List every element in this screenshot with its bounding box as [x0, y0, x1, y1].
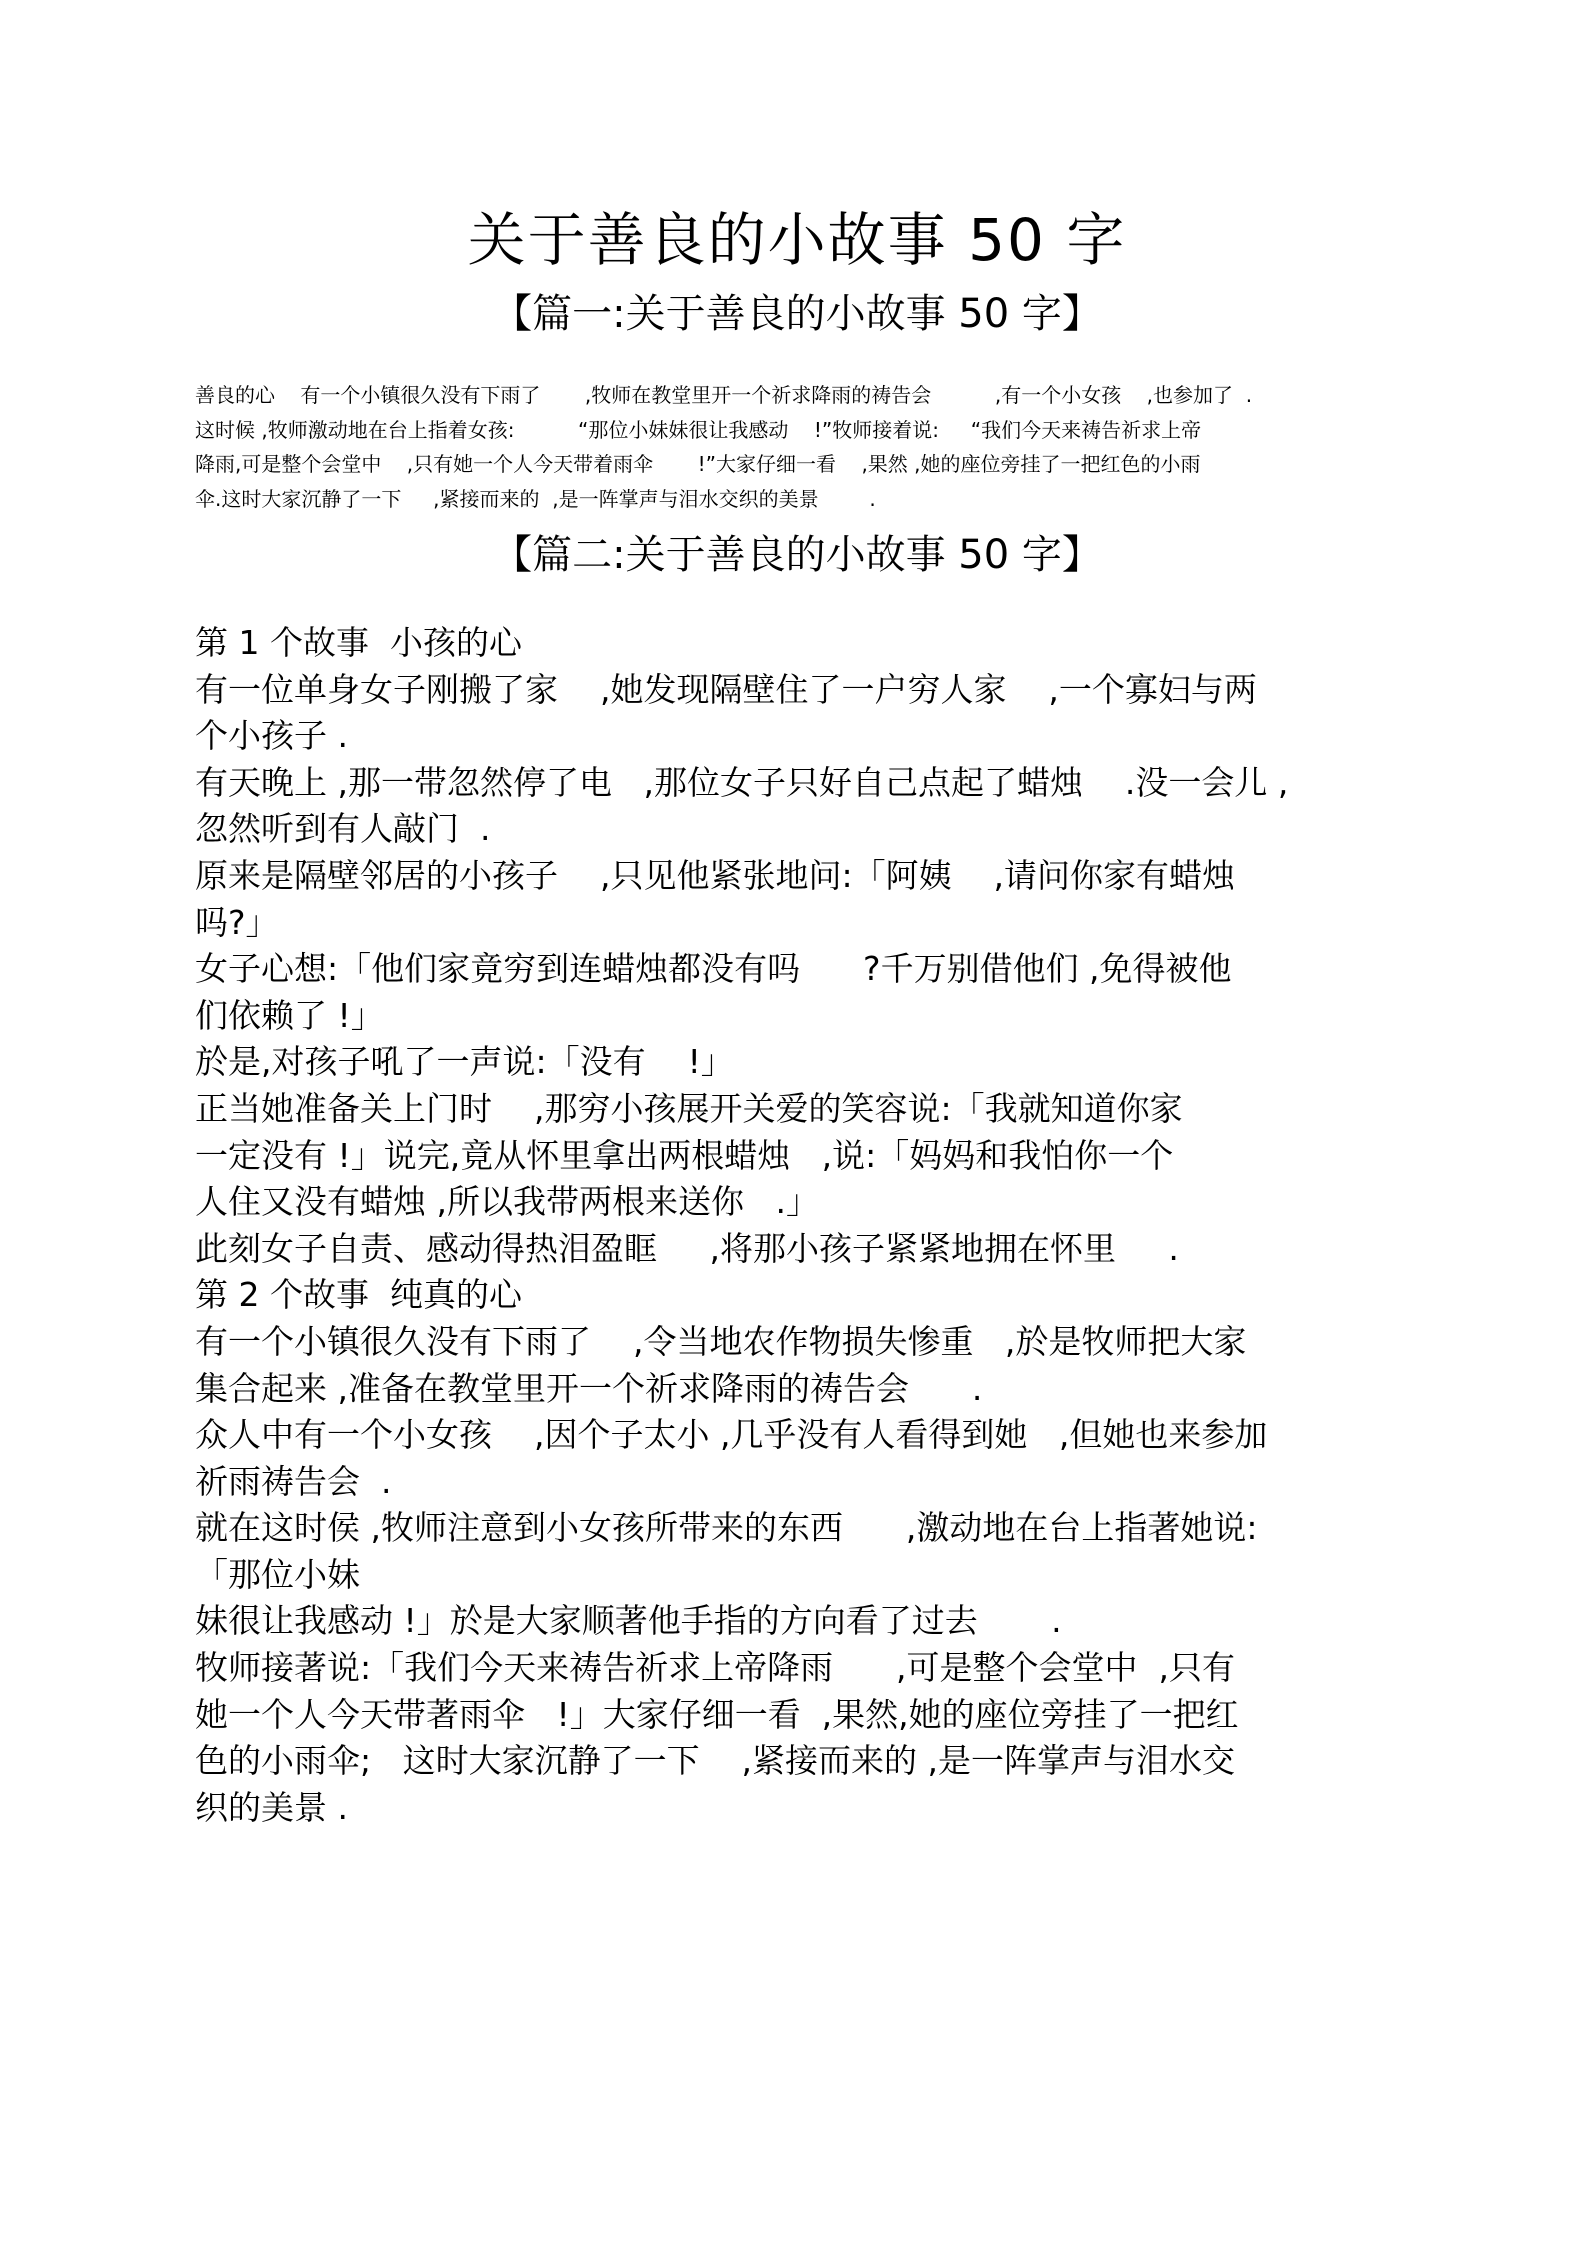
story-line: 有天晚上 ,那一带忽然停了电 ,那位女子只好自己点起了蜡烛 .没一会儿 ,: [195, 762, 1289, 802]
story-line: 忽然听到有人敲门 .: [195, 809, 491, 849]
story1-title: 第 1 个故事 小孩的心: [195, 623, 522, 662]
story-line: 织的美景 .: [195, 1787, 348, 1827]
story2-title: 第 2 个故事 纯真的心: [195, 1275, 522, 1315]
section1-line: 伞.这时大家沉静了一下 ,紧接而来的 ,是一阵掌声与泪水交织的美景 .: [195, 486, 876, 511]
story-line: 们依赖了 !」: [195, 995, 384, 1035]
story-line: 祈雨祷告会 .: [195, 1461, 392, 1501]
section1-paragraph: [195, 378, 1395, 516]
section2-heading: 【篇二:关于善良的小故事 50 字】: [492, 532, 1102, 578]
story-line: 人住又没有蜡烛 ,所以我带两根来送你 .」: [195, 1182, 819, 1222]
story-line: 个小孩子 .: [195, 716, 348, 756]
story-line: 正当她准备关上门时 ,那穷小孩展开关爱的笑容说:「我就知道你家: [195, 1088, 1183, 1128]
story-line: 於是,对孩子吼了一声说:「没有 !」: [195, 1042, 734, 1082]
story-line: 有一位单身女子刚搬了家 ,她发现隔壁住了一户穷人家 ,一个寡妇与两: [195, 669, 1257, 709]
story-line: 女子心想:「他们家竟穷到连蜡烛都没有吗 ?千万别借他们 ,免得被他: [195, 949, 1232, 989]
story-line: 众人中有一个小女孩 ,因个子太小 ,几乎没有人看得到她 ,但她也来参加: [195, 1415, 1268, 1455]
document-title: 关于善良的小故事 50 字: [467, 206, 1127, 274]
story-line: 牧师接著说:「我们今天来祷告祈求上帝降雨 ,可是整个会堂中 ,只有: [195, 1648, 1236, 1688]
story-line: 集合起来 ,准备在教堂里开一个祈求降雨的祷告会 .: [195, 1368, 983, 1408]
story-line: 她一个人今天带著雨伞 !」大家仔细一看 ,果然,她的座位旁挂了一把红: [195, 1694, 1239, 1734]
section2-body: [195, 620, 1435, 1831]
story-line: 有一个小镇很久没有下雨了 ,令当地农作物损失惨重 ,於是牧师把大家: [195, 1321, 1247, 1361]
story-line: 此刻女子自责、感动得热泪盈眶 ,将那小孩子紧紧地拥在怀里 .: [195, 1228, 1179, 1268]
story-line: 一定没有 !」说完,竟从怀里拿出两根蜡烛 ,说:「妈妈和我怕你一个: [195, 1135, 1174, 1175]
section1-line: 降雨,可是整个会堂中 ,只有她一个人今天带着雨伞 !”大家仔细一看 ,果然 ,她的座位旁挂了一把红色的小雨: [195, 452, 1201, 476]
story-line: 「那位小妹: [195, 1554, 360, 1594]
story-line: 吗?」: [195, 902, 279, 942]
story-line: 就在这时侯 ,牧师注意到小女孩所带来的东西 ,激动地在台上指著她说:: [195, 1508, 1258, 1548]
section1-line: 善良的心 有一个小镇很久没有下雨了 ,牧师在教堂里开一个祈求降雨的祷告会 ,有一个小女孩 ,也参加了 .: [195, 383, 1253, 407]
story-line: 妹很让我感动 !」於是大家顺著他手指的方向看了过去 .: [195, 1601, 1062, 1641]
section1-line: 这时候 ,牧师激动地在台上指着女孩: “那位小妹妹很让我感动 !”牧师接着说: “我们今天来祷告祈求上帝: [195, 417, 1202, 442]
story-line: 原来是隔壁邻居的小孩子 ,只见他紧张地问:「阿姨 ,请问你家有蜡烛: [195, 855, 1236, 895]
story-line: 色的小雨伞; 这时大家沉静了一下 ,紧接而来的 ,是一阵掌声与泪水交: [195, 1741, 1236, 1781]
section1-heading: 【篇一:关于善良的小故事 50 字】: [492, 291, 1102, 337]
